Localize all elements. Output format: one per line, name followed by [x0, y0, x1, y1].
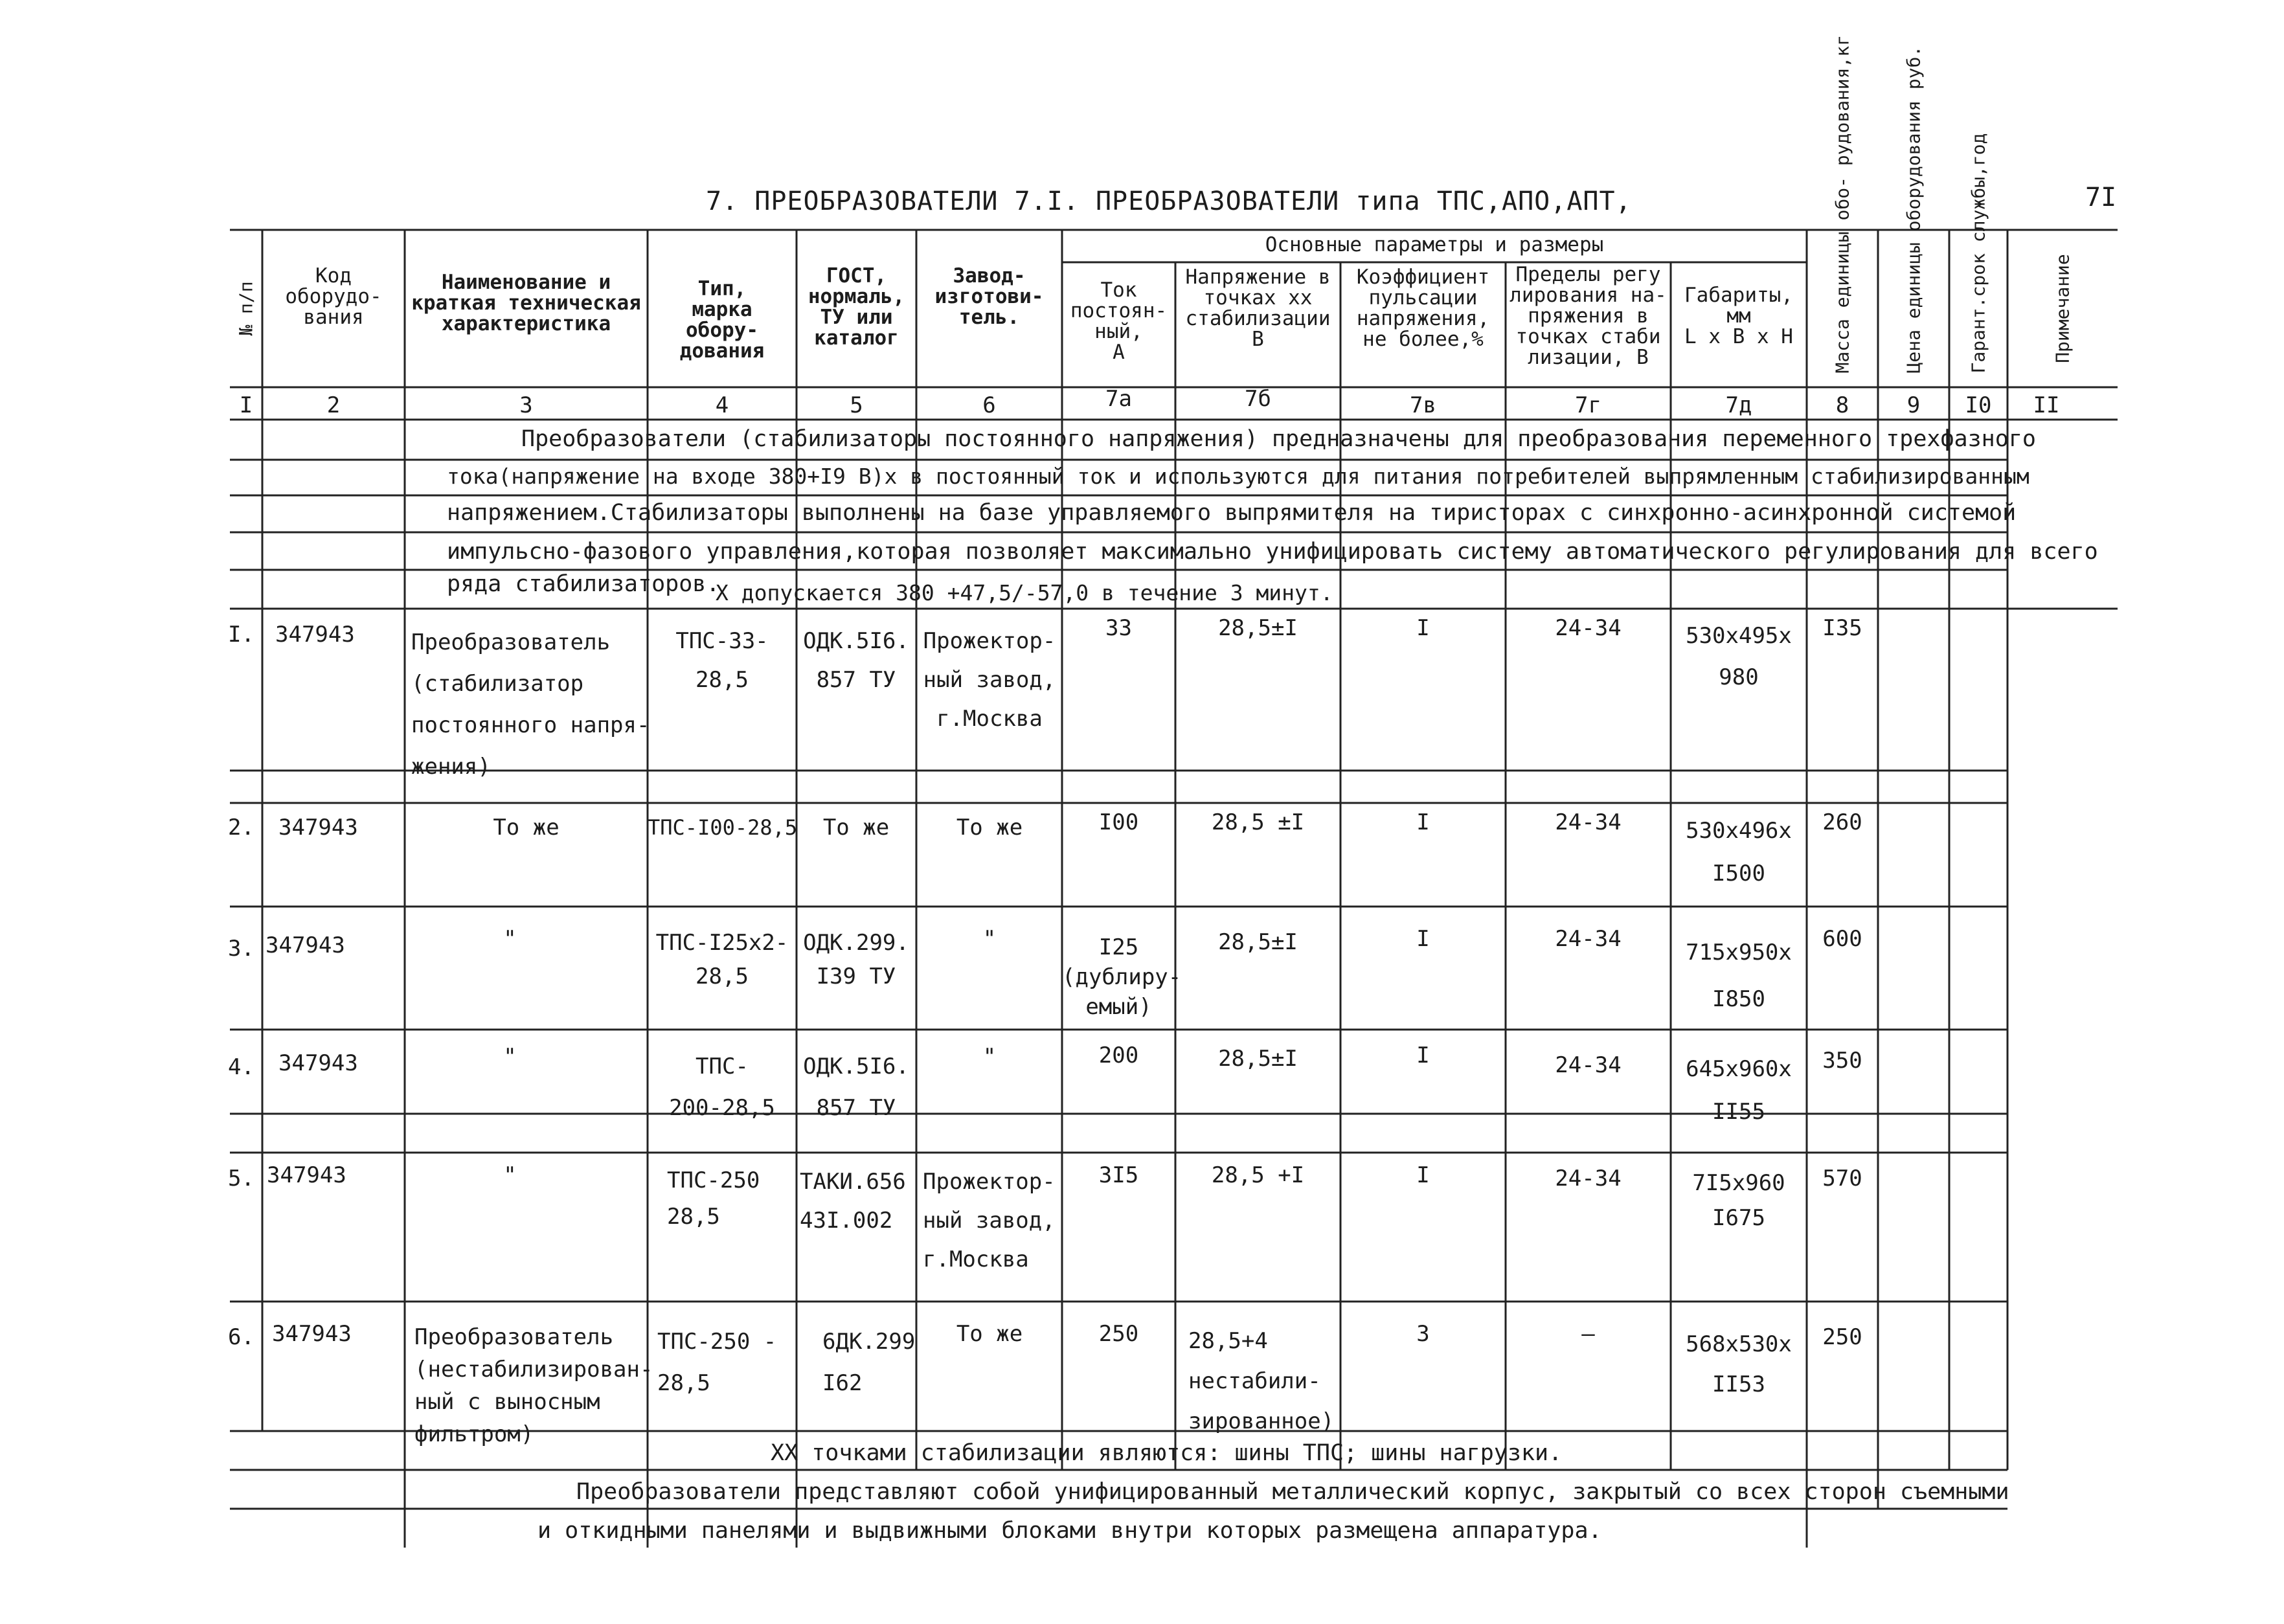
equipment-code: 347943	[266, 932, 345, 958]
row-number: 4.	[228, 1054, 254, 1080]
current: 33	[1105, 615, 1132, 641]
regulation-limits: 24-34	[1555, 926, 1622, 952]
mass: 250	[1822, 1324, 1862, 1350]
mass: 260	[1822, 809, 1862, 835]
equipment-code: 347943	[278, 815, 358, 840]
page-number: 7I	[2085, 183, 2117, 212]
ripple-coefficient: I	[1416, 615, 1430, 641]
header-type: Тип, марка обору- дования	[679, 277, 765, 363]
equipment-type: ТПС-I25x2- 28,5	[655, 930, 789, 989]
row-number: 2.	[228, 815, 254, 840]
dimensions: 645x960x II55	[1686, 1056, 1792, 1125]
dimensions: 530x495x 980	[1686, 623, 1792, 690]
equipment-code: 347943	[275, 622, 355, 648]
ripple-coefficient: 3	[1416, 1321, 1430, 1347]
header-ripple: Коэффициент пульсации напряжения, не более,%	[1356, 265, 1490, 351]
header-manufacturer: Завод- изготови- тель.	[934, 264, 1044, 329]
row-number: 3.	[228, 936, 254, 962]
intro-line: Преобразователи (стабилизаторы постоянного напряжения) предназначены для преобразования переменного трехфазного	[521, 426, 2036, 452]
footnote-stabilization-points: ХХ точками стабилизации являются: шины ТПС; шины нагрузки.	[771, 1440, 1563, 1466]
mass: I35	[1822, 615, 1862, 641]
gost: ОДК.299. I39 ТУ	[803, 930, 909, 989]
manufacturer: "	[982, 926, 997, 952]
col-number: 4	[715, 392, 729, 418]
equipment-name: То же	[493, 815, 560, 840]
equipment-type: ТПС-250 28,5	[667, 1167, 760, 1230]
col-number: II	[2033, 392, 2060, 418]
equipment-name: "	[503, 1162, 517, 1188]
header-price: Цена единицы оборудования руб.	[1903, 45, 1925, 374]
dimensions: 715x950x I850	[1686, 940, 1792, 1012]
col-number: 7г	[1575, 392, 1601, 418]
col-number: 7а	[1105, 386, 1132, 412]
stabilization-voltage: 28,5±I	[1218, 615, 1298, 641]
mass: 600	[1822, 926, 1862, 952]
regulation-limits: 24-34	[1555, 1166, 1622, 1191]
equipment-name: Преобразователь (нестабилизирован- ный с выносным фильтром)	[414, 1324, 653, 1447]
col-number: 7б	[1245, 386, 1271, 412]
intro-line: импульсно-фазового управления,которая позволяет максимально унифицировать систему автоматического регулирования для всего	[447, 539, 2098, 565]
intro-line: напряжением.Стабилизаторы выполнены на базе управляемого выпрямителя на тиристорах с синхронно-асинхронной системой	[447, 500, 2017, 526]
dimensions: 568x530x II53	[1686, 1331, 1792, 1397]
manufacturer: Прожектор- ный завод, г.Москва	[923, 1169, 1056, 1272]
header-limits: Пределы регу лирования на- пряжения в точках стаби лизации, В	[1509, 263, 1667, 369]
equipment-name: Преобразователь (стабилизатор постоянного напря- жения)	[411, 629, 650, 780]
manufacturer: То же	[956, 1321, 1023, 1347]
mass: 570	[1822, 1166, 1862, 1191]
ripple-coefficient: I	[1416, 926, 1430, 952]
header-voltage: Напряжение в точках хх стабилизации В	[1185, 265, 1331, 351]
header-remarks: Примечание	[2052, 254, 2074, 363]
header-code: Код оборудо- вания	[285, 264, 382, 329]
header-gost: ГОСТ, нормаль, ТУ или каталог	[808, 264, 905, 350]
regulation-limits: —	[1581, 1321, 1595, 1347]
manufacturer: "	[982, 1044, 997, 1070]
equipment-type: ТПС- 200-28,5	[669, 1054, 775, 1121]
ripple-coefficient: I	[1416, 809, 1430, 835]
col-number: 9	[1906, 392, 1921, 418]
stabilization-voltage: 28,5±I	[1218, 1046, 1298, 1072]
header-service-life: Гарант.срок службы,год	[1967, 133, 1989, 374]
col-number: 2	[326, 392, 341, 418]
regulation-limits: 24-34	[1555, 615, 1622, 641]
header-row-number: № п/п	[235, 281, 257, 336]
equipment-type: ТПС-250 - 28,5	[657, 1329, 777, 1396]
header-name: Наименование и краткая техническая характеристика	[411, 271, 641, 335]
regulation-limits: 24-34	[1555, 809, 1622, 835]
row-number: I.	[228, 622, 254, 648]
current: 3I5	[1098, 1162, 1139, 1188]
stabilization-voltage: 28,5 +I	[1211, 1162, 1305, 1188]
equipment-name: "	[503, 926, 517, 952]
equipment-type: ТПС-33- 28,5	[675, 628, 769, 693]
page-title: 7. ПРЕОБРАЗОВАТЕЛИ 7.I. ПРЕОБРАЗОВАТЕЛИ типа ТПС,АПО,АПТ,	[706, 186, 1632, 216]
current: I00	[1098, 809, 1139, 835]
equipment-name: "	[503, 1044, 517, 1070]
current: 250	[1098, 1321, 1139, 1347]
stabilization-voltage: 28,5±I	[1218, 929, 1298, 955]
mass: 350	[1822, 1048, 1862, 1074]
row-number: 5.	[228, 1166, 254, 1191]
regulation-limits: 24-34	[1555, 1052, 1622, 1078]
col-number: 6	[982, 392, 996, 418]
header-main-params: Основные параметры и размеры	[1265, 233, 1604, 256]
col-number: 3	[519, 392, 533, 418]
col-number: I0	[1965, 392, 1992, 418]
footer-note-line: Преобразователи представляют собой унифицированный металлический корпус, закрытый со всех сторон съемными	[576, 1479, 2009, 1505]
equipment-code: 347943	[272, 1321, 352, 1347]
row-number: 6.	[228, 1324, 254, 1350]
footer-note-line: и откидными панелями и выдвижными блоками внутри которых размещена аппаратура.	[537, 1518, 1602, 1544]
col-number: 7д	[1725, 392, 1752, 418]
intro-line: тока(напряжение на входе 380+I9 В)х в постоянный ток и используются для питания потребителей выпрямленным стабилизированным	[447, 464, 2030, 489]
header-dimensions: Габариты, мм L x B x H	[1684, 284, 1793, 348]
stabilization-voltage: 28,5 ±I	[1211, 809, 1305, 835]
current: I25 (дублиру- емый)	[1062, 934, 1182, 1020]
gost: ОДК.5I6. 857 ТУ	[803, 1054, 909, 1121]
equipment-type: ТПС-I00-28,5	[648, 815, 798, 840]
col-number: I	[239, 392, 253, 418]
manufacturer: То же	[956, 815, 1023, 840]
stabilization-voltage: 28,5+4 нестабили- зированное)	[1188, 1328, 1335, 1434]
gost: 6ДК.299 I62	[822, 1329, 916, 1396]
col-number: 5	[850, 392, 863, 418]
current: 200	[1098, 1043, 1139, 1068]
header-current: Ток постоян- ный, А	[1070, 278, 1168, 364]
ripple-coefficient: I	[1416, 1162, 1430, 1188]
dimensions: 530x496x I500	[1686, 818, 1792, 886]
manufacturer: Прожектор- ный завод, г.Москва	[923, 628, 1056, 732]
dimensions: 7I5x960 I675	[1692, 1170, 1785, 1231]
equipment-code: 347943	[267, 1162, 346, 1188]
intro-line: ряда стабилизаторов.	[447, 571, 720, 597]
col-number: 7в	[1410, 392, 1436, 418]
ripple-coefficient: I	[1416, 1043, 1430, 1068]
gost: ТАКИ.656 43I.002	[800, 1169, 906, 1234]
col-number: 8	[1835, 392, 1849, 418]
equipment-code: 347943	[278, 1050, 358, 1076]
gost: ОДК.5I6. 857 ТУ	[803, 628, 909, 693]
gost: То же	[822, 815, 890, 840]
header-mass: Масса единицы обо- рудования,кг	[1831, 34, 1853, 374]
footnote-voltage-tolerance: Х допускается 380 +47,5/-57,0 в течение 3 минут.	[716, 580, 1333, 605]
